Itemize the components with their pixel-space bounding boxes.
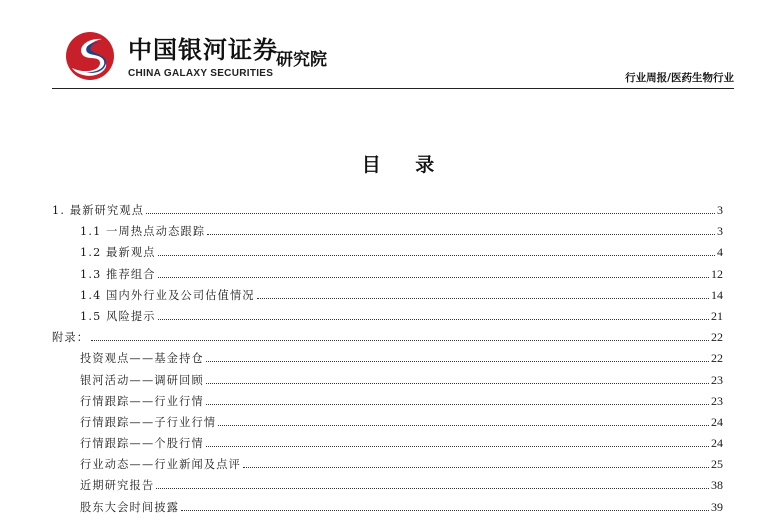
toc-entry-page[interactable]: 39 [711,499,723,514]
toc-leader-dots [206,446,709,447]
toc-entry[interactable] [52,456,723,477]
toc-entry-page[interactable]: 21 [711,308,723,323]
toc-leader-dots [158,277,709,278]
toc-entry[interactable] [52,329,723,350]
toc-leader-dots [206,383,709,384]
toc-entry[interactable] [52,287,723,308]
report-type-label: 行业周报/医药生物行业 [625,72,734,84]
institute-label: 研究院 [276,50,327,70]
toc-entry-page[interactable]: 3 [717,224,723,239]
toc-entry-label[interactable]: 银河活动——调研回顾 [80,373,204,387]
toc-leader-dots [158,319,709,320]
toc-leader-dots [181,510,709,511]
brand-block [128,38,278,79]
toc-entry-label[interactable]: 1.2 最新观点 [80,246,156,260]
toc-entry-page[interactable]: 22 [711,330,723,345]
toc-entry-page[interactable]: 12 [711,266,723,281]
toc-entry-label[interactable]: 行情跟踪——个股行情 [80,437,204,451]
toc-leader-dots [206,361,709,362]
toc-entry[interactable] [52,372,723,393]
toc-entry-label[interactable]: 近期研究报告 [80,479,155,493]
toc-leader-dots [257,298,709,299]
toc-leader-dots [218,425,709,426]
toc-leader-dots [206,404,709,405]
toc-entry[interactable] [52,244,723,265]
toc-entry-label[interactable]: 1.4 国内外行业及公司估值情况 [80,288,255,302]
toc-entry-page[interactable]: 23 [711,372,723,387]
toc-entry[interactable] [52,435,723,456]
toc-leader-dots [146,213,715,214]
toc-entry-label[interactable]: 行情跟踪——行业行情 [80,394,204,408]
toc-entry-label[interactable]: 股东大会时间披露 [80,500,180,514]
toc-entry-page[interactable]: 38 [711,478,723,493]
toc-entry-label[interactable]: 投资观点——基金持仓 [80,352,204,366]
toc-leader-dots [91,340,709,341]
toc-entry-label[interactable]: 行情跟踪——子行业行情 [80,415,217,429]
toc-entry[interactable] [52,393,723,414]
toc-entry[interactable] [52,223,723,244]
toc-entry-label[interactable]: 1.3 推荐组合 [80,267,156,281]
toc-entry[interactable] [52,477,723,498]
toc-entry-page[interactable]: 24 [711,436,723,451]
toc-entry-label[interactable]: 1. 最新研究观点 [52,204,145,217]
toc-entry[interactable] [52,350,723,371]
toc-entry-page[interactable]: 25 [711,457,723,472]
toc-entry-page[interactable]: 3 [717,203,723,217]
toc-entry[interactable] [52,499,723,520]
galaxy-logo-icon [62,30,118,82]
toc-list [52,202,723,520]
toc-title: 目 录 [361,154,449,176]
toc-entry-label[interactable]: 1.1 一周热点动态跟踪 [80,225,206,239]
brand-name-en: CHINA GALAXY SECURITIES [128,68,274,79]
toc-entry[interactable] [52,266,723,287]
toc-entry[interactable] [52,414,723,435]
toc-leader-dots [243,467,709,468]
toc-entry-page[interactable]: 4 [717,245,723,260]
toc-leader-dots [156,488,709,489]
toc-entry-page[interactable]: 23 [711,393,723,408]
toc-entry-page[interactable]: 24 [711,414,723,429]
toc-entry[interactable] [52,202,723,223]
toc-entry[interactable] [52,308,723,329]
toc-entry-label[interactable]: 1.5 风险提示 [80,309,156,323]
header-divider [52,88,734,89]
toc-leader-dots [158,255,715,256]
toc-entry-page[interactable]: 22 [711,351,723,366]
brand-name-cn: 中国银河证券 [128,36,278,64]
toc-entry-label[interactable]: 附录： [52,331,90,345]
toc-entry-page[interactable]: 14 [711,287,723,302]
toc-entry-label[interactable]: 行业动态——行业新闻及点评 [80,458,242,472]
toc-leader-dots [207,234,715,235]
